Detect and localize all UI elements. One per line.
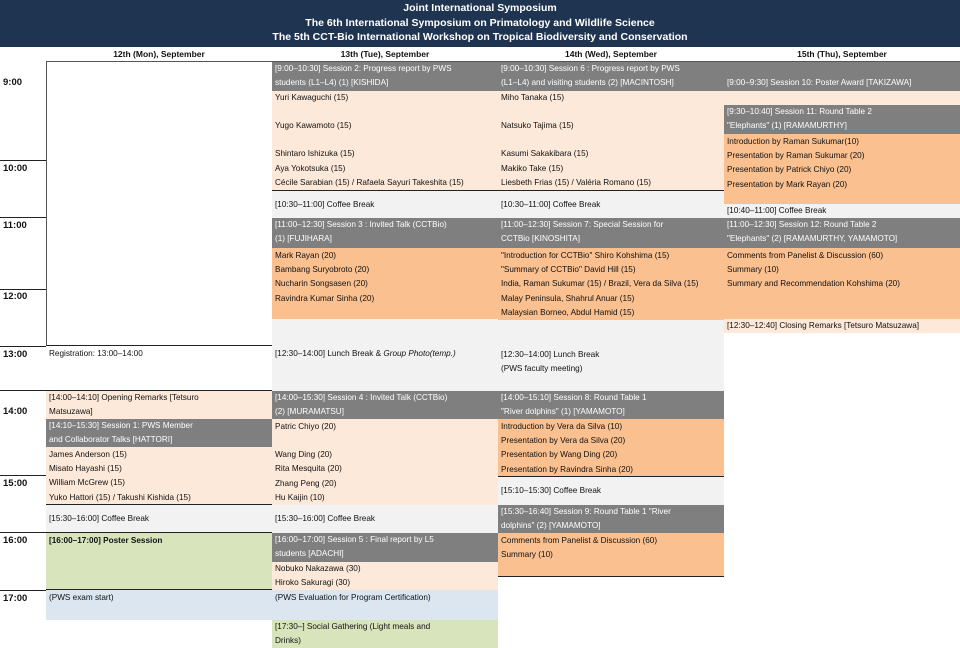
group-photo-text: Group Photo(temp.): [383, 349, 456, 358]
registration-text: Registration: 13:00–14:00: [49, 349, 143, 358]
coffee-break-text: [10:40–11:00] Coffee Break: [727, 206, 827, 215]
tue-session-2-talks: [272, 91, 498, 191]
time-label: 16:00: [3, 535, 28, 546]
tue-evaluation: [272, 590, 498, 620]
time-label: 17:00: [3, 593, 28, 604]
day-header-tue: 13th (Tue), September: [272, 47, 498, 62]
mon-morning-empty: [46, 62, 272, 346]
wed-coffee-break-1: [498, 191, 724, 218]
session-title: [14:00–15:30] Session 4 : Invited Talk (CCTBio): [275, 393, 448, 402]
tue-session-3: [272, 218, 498, 248]
wed-session-9-talks: [498, 533, 724, 577]
talk-item: Rita Mesquita (20): [275, 464, 342, 474]
talk-item: Patric Chiyo (20): [275, 422, 336, 431]
coffee-break-text: [15:30–16:00] Coffee Break: [49, 514, 149, 523]
talk-item: Presentation by Ravindra Sinha (20): [501, 464, 633, 474]
time-label: 13:00: [3, 349, 28, 360]
talk-item: Malaysian Borneo, Abdul Hamid (15): [501, 307, 635, 317]
day-header-thu: 15th (Thu), September: [724, 47, 960, 62]
thu-closing-remarks: [724, 319, 960, 333]
talk-item: "Introduction for CCTBio" Shiro Kohshima (15): [501, 251, 670, 260]
mon-session-1: [46, 419, 272, 447]
wed-session-9: [498, 505, 724, 533]
time-label: 14:00: [3, 406, 28, 417]
talk-item: Introduction by Raman Sukumar(10): [727, 137, 859, 146]
talk-item: Nucharin Songsasen (20): [275, 279, 368, 289]
talk-item: Kasumi Sakakibara (15): [501, 149, 589, 159]
talk-item: Makiko Take (15): [501, 163, 564, 173]
talk-item: Presentation by Mark Rayan (20): [727, 179, 848, 189]
talk-item: Natsuko Tajima (15): [501, 121, 574, 131]
tue-session-5-talks: [272, 562, 498, 590]
opening-line: [14:00–14:10] Opening Remarks [Tetsuro: [49, 393, 199, 402]
faculty-meeting-text: (PWS faculty meeting): [501, 364, 583, 374]
coffee-break-text: [10:30–11:00] Coffee Break: [501, 200, 601, 209]
talk-item: Summary (10): [501, 550, 553, 560]
tue-session-3-talks: [272, 248, 498, 319]
page-header: [0, 0, 960, 47]
lunch-text: [12:30–14:00] Lunch Break &: [275, 349, 384, 358]
thu-session-11-talks: [724, 134, 960, 204]
tue-session-4: [272, 391, 498, 419]
mon-coffee-break: [46, 505, 272, 533]
talk-item: Hu Kaijin (10): [275, 492, 325, 502]
evaluation-text: (PWS Evaluation for Program Certification): [275, 593, 431, 602]
day-header-mon: 12th (Mon), September: [46, 47, 272, 62]
session-title: [14:00–15:10] Session 8: Round Table 1: [501, 393, 647, 402]
day-header-wed: 14th (Wed), September: [498, 47, 724, 62]
time-label: 12:00: [3, 291, 28, 302]
wed-session-8: [498, 391, 724, 419]
poster-session-text: [16:00–17:00] Poster Session: [49, 536, 163, 545]
thu-coffee-break: [724, 204, 960, 218]
thu-session-11: [724, 105, 960, 134]
talk-item: Presentation by Patrick Chiyo (20): [727, 165, 852, 175]
session-title: (1) [FUJIHARA]: [275, 234, 332, 244]
session-title: dolphins" (2) [YAMAMOTO]: [501, 521, 601, 531]
talk-item: Presentation by Wang Ding (20): [501, 450, 618, 460]
time-divider: [0, 475, 46, 476]
coffee-break-text: [15:30–16:00] Coffee Break: [275, 514, 375, 523]
wed-session-6-talks: [498, 91, 724, 191]
session-title: (2) [MURAMATSU]: [275, 407, 344, 417]
session-title: (L1–L4) and visiting students (2) [MACINTOSH]: [501, 78, 674, 88]
time-label: 9:00: [3, 77, 23, 88]
time-label: 10:00: [3, 163, 28, 174]
wed-lunch-break: [498, 320, 724, 391]
thu-session-12-talks: [724, 248, 960, 319]
talk-item: Presentation by Raman Sukumar (20): [727, 151, 865, 161]
talk-item: "Summary of CCTBio" David Hill (15): [501, 265, 636, 275]
mon-registration: [46, 346, 272, 391]
talk-item: Zhang Peng (20): [275, 478, 337, 488]
social-line: Drinks): [275, 636, 301, 646]
lunch-text: [12:30–14:00] Lunch Break: [501, 350, 600, 359]
talk-item: Yuri Kawaguchi (15): [275, 93, 349, 102]
talk-item: Hiroko Sakuragi (30): [275, 578, 351, 588]
session-title: [15:30–16:40] Session 9: Round Table 1 "River: [501, 507, 671, 516]
talk-item: Wang Ding (20): [275, 450, 333, 460]
tue-session-5: [272, 533, 498, 562]
wed-session-8-talks: [498, 419, 724, 477]
session-title: "River dolphins" (1) [YAMAMOTO]: [501, 407, 625, 417]
talk-item: Nobuko Nakazawa (30): [275, 564, 361, 573]
time-divider: [0, 390, 46, 391]
closing-text: [12:30–12:40] Closing Remarks [Tetsuro Matsuzawa]: [727, 321, 920, 330]
talk-item: Comments from Panelist & Discussion (60): [501, 536, 658, 545]
session-title: and Collaborator Talks [HATTORI]: [49, 435, 173, 445]
session-title: [11:00–12:30] Session 7: Special Session for: [501, 220, 664, 229]
mon-poster-session: [46, 533, 272, 590]
mon-exam: [46, 590, 272, 620]
time-divider: [0, 532, 46, 533]
header-workshop: The 5th CCT-Bio International Workshop on Tropical Biodiversity and Conservation: [272, 31, 688, 43]
mon-session-1-talks: [46, 447, 272, 505]
social-line: [17:30–] Social Gathering (Light meals and: [275, 622, 431, 631]
header-title: Joint International Symposium: [403, 2, 557, 14]
talk-item: Yuko Hattori (15) / Takushi Kishida (15): [49, 492, 191, 502]
session-title: [14:10–15:30] Session 1: PWS Member: [49, 421, 193, 430]
wed-session-6: [498, 62, 724, 91]
thu-gap: [724, 91, 960, 105]
talk-item: Miho Tanaka (15): [501, 93, 565, 102]
session-title: [9:30–10:40] Session 11: Round Table 2: [727, 107, 872, 116]
talk-item: Cécile Sarabian (15) / Rafaela Sayuri Takeshita (15): [275, 177, 464, 187]
talk-item: Misato Hayashi (15): [49, 464, 122, 474]
wed-session-7: [498, 218, 724, 248]
tue-coffee-break-2: [272, 505, 498, 533]
session-title: [11:00–12:30] Session 12: Round Table 2: [727, 220, 877, 229]
talk-item: Ravindra Kumar Sinha (20): [275, 293, 375, 303]
session-title: "Elephants" (2) [RAMAMURTHY, YAMAMOTO]: [727, 234, 898, 244]
tue-social-gathering: [272, 620, 498, 648]
mon-opening-remarks: [46, 391, 272, 419]
time-divider: [0, 217, 46, 218]
session-title: [11:00–12:30] Session 3 : Invited Talk (CCTBio): [275, 220, 447, 229]
coffee-break-text: [15:10–15:30] Coffee Break: [501, 486, 601, 495]
talk-item: India, Raman Sukumar (15) / Brazil, Vera da Silva (15): [501, 279, 699, 289]
coffee-break-text: [10:30–11:00] Coffee Break: [275, 200, 375, 209]
session-title: [9:00–10:30] Session 2: Progress report by PWS: [275, 64, 452, 73]
talk-item: Yugo Kawamoto (15): [275, 121, 352, 131]
session-title: [16:00–17:00] Session 5 : Final report by L5: [275, 535, 434, 544]
time-label: 11:00: [3, 220, 27, 231]
talk-item: Summary (10): [727, 265, 779, 275]
session-title: students [ADACHI]: [275, 549, 344, 559]
thu-session-12: [724, 218, 960, 248]
talk-item: Comments from Panelist & Discussion (60): [727, 251, 884, 260]
talk-item: Liesbeth Frias (15) / Valéria Romano (15): [501, 177, 652, 187]
time-divider: [0, 346, 46, 347]
time-divider: [0, 160, 46, 161]
time-label: 15:00: [3, 478, 28, 489]
talk-item: Presentation by Vera da Silva (20): [501, 436, 626, 446]
wed-coffee-break-2: [498, 477, 724, 505]
tue-session-4-talks: [272, 419, 498, 505]
tue-session-2: [272, 62, 498, 91]
talk-item: Aya Yokotsuka (15): [275, 163, 346, 173]
thu-session-10: [724, 62, 960, 91]
talk-item: Malay Peninsula, Shahrul Anuar (15): [501, 293, 635, 303]
tue-lunch-break: [272, 319, 498, 391]
talk-item: Summary and Recommendation Kohshima (20): [727, 279, 900, 289]
talk-item: Bambang Suryobroto (20): [275, 265, 370, 275]
session-title: [9:00–10:30] Session 6 : Progress report by PWS: [501, 64, 680, 73]
talk-item: James Anderson (15): [49, 450, 127, 459]
tue-coffee-break-1: [272, 191, 498, 218]
wed-session-7-talks: [498, 248, 724, 320]
header-symposium: The 6th International Symposium on Primatology and Wildlife Science: [305, 16, 655, 29]
talk-item: Shintaro Ishizuka (15): [275, 149, 355, 159]
session-title: students (L1–L4) (1) [KISHIDA]: [275, 78, 389, 88]
exam-text: (PWS exam start): [49, 593, 114, 602]
time-divider: [0, 590, 46, 591]
time-divider: [0, 289, 46, 290]
talk-item: Introduction by Vera da Silva (10): [501, 422, 623, 431]
session-title: CCTBio [KINOSHITA]: [501, 234, 581, 244]
talk-item: William McGrew (15): [49, 478, 125, 488]
opening-line: Matsuzawa]: [49, 407, 93, 417]
session-title: "Elephants" (1) [RAMAMURTHY]: [727, 121, 847, 131]
talk-item: Mark Rayan (20): [275, 251, 336, 260]
session-title: [9:00–9:30] Session 10: Poster Award [TAKIZAWA]: [727, 78, 912, 87]
